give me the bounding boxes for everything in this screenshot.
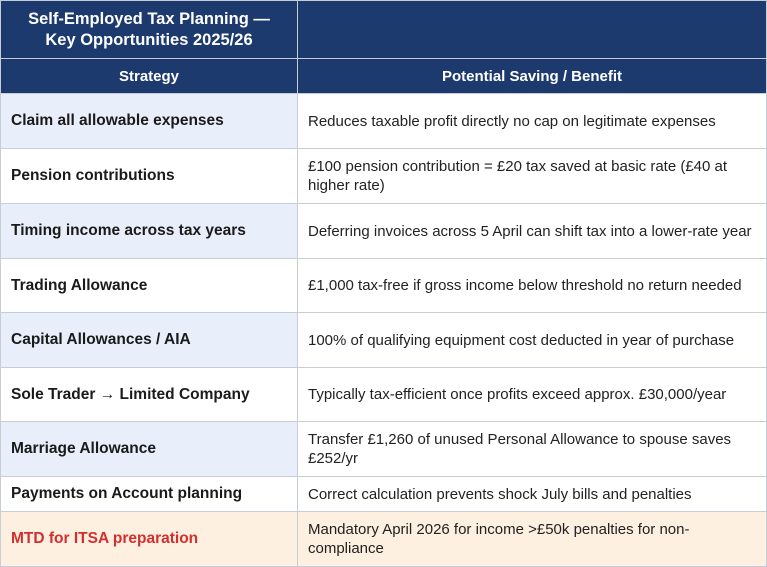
table-row	[1, 204, 767, 259]
benefit-cell: Typically tax-efficient once profits exceed approx. £30,000/year	[298, 368, 767, 422]
benefit-cell: 100% of qualifying equipment cost deducted in year of purchase	[298, 313, 767, 368]
benefit-cell: Reduces taxable profit directly no cap on legitimate expenses	[298, 94, 767, 149]
header-benefit: Potential Saving / Benefit	[298, 59, 767, 94]
strategy-cell: Timing income across tax years	[1, 204, 298, 259]
strategy-cell: Marriage Allowance	[1, 422, 298, 477]
benefit-cell: Correct calculation prevents shock July bills and penalties	[298, 477, 767, 512]
table-row	[1, 149, 767, 204]
strategy-cell: Sole Trader → Limited Company	[1, 368, 298, 422]
table-row	[1, 259, 767, 313]
benefit-cell: £100 pension contribution = £20 tax saved at basic rate (£40 at higher rate)	[298, 149, 767, 204]
table-row	[1, 368, 767, 422]
header-strategy: Strategy	[1, 59, 298, 94]
table-row	[1, 422, 767, 477]
benefit-cell: Transfer £1,260 of unused Personal Allowance to spouse saves £252/yr	[298, 422, 767, 477]
table-title: Self-Employed Tax Planning — Key Opportunities 2025/26	[1, 1, 298, 59]
benefit-cell: £1,000 tax-free if gross income below threshold no return needed	[298, 259, 767, 313]
title-row	[1, 1, 767, 59]
table-row	[1, 94, 767, 149]
strategy-cell: Payments on Account planning	[1, 477, 298, 512]
strategy-cell: Capital Allowances / AIA	[1, 313, 298, 368]
table-row-highlighted	[1, 512, 767, 567]
table-row	[1, 477, 767, 512]
strategy-cell: Claim all allowable expenses	[1, 94, 298, 149]
title-blank-cell	[298, 1, 767, 59]
benefit-cell: Mandatory April 2026 for income >£50k penalties for non-compliance	[298, 512, 767, 567]
strategy-cell: Pension contributions	[1, 149, 298, 204]
table-row	[1, 313, 767, 368]
benefit-cell: Deferring invoices across 5 April can shift tax into a lower-rate year	[298, 204, 767, 259]
strategy-cell: MTD for ITSA preparation	[1, 512, 298, 567]
strategy-cell: Trading Allowance	[1, 259, 298, 313]
header-row	[1, 59, 767, 94]
